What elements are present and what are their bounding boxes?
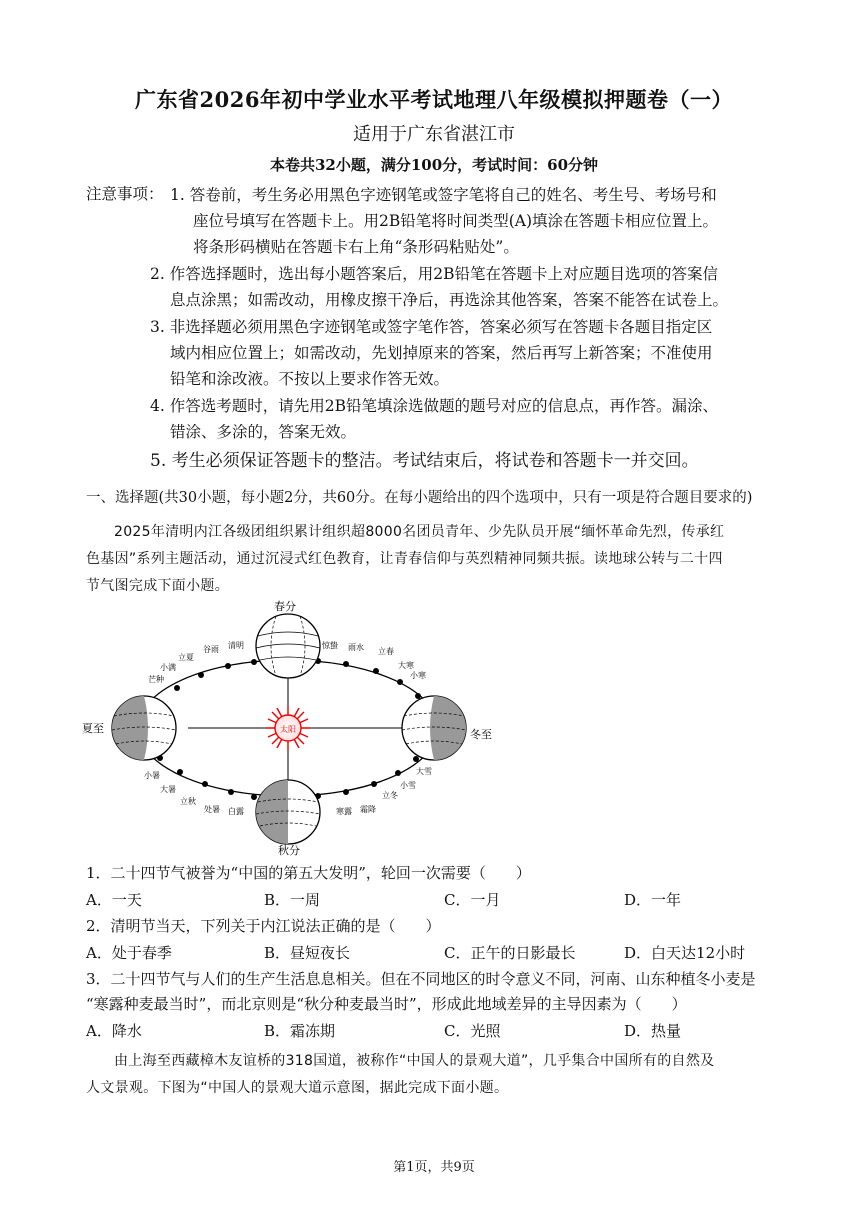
globe-winter-icon bbox=[402, 696, 466, 760]
passage1-line-3: 节气图完成下面小题。 bbox=[86, 578, 229, 594]
question-2-option-d[interactable]: D．白天达12小时 bbox=[624, 944, 746, 962]
label-spring: 春分 bbox=[274, 600, 296, 613]
notice-4-line-1: 4. 作答选考题时，请先用2B铅笔填涂选做题的题号对应的信息点，再作答。漏涂、 bbox=[150, 397, 718, 415]
label-autumn: 秋分 bbox=[278, 844, 300, 856]
question-1-option-d[interactable]: D．一年 bbox=[624, 891, 682, 909]
term-xiaoshu: 小暑 bbox=[144, 771, 160, 780]
exam-title: 广东省2026年初中学业水平考试地理八年级模拟押题卷（一） bbox=[135, 87, 733, 112]
earth-revolution-figure bbox=[78, 598, 518, 856]
globe-summer-icon bbox=[112, 696, 176, 760]
passage1-line-1: 2025年清明内江各级团组织累计组织超8000名团员青年、少先队员开展“缅怀革命先烈，传承红 bbox=[114, 524, 725, 540]
globe-autumn-icon bbox=[256, 780, 320, 844]
term-mangzhong: 芒种 bbox=[148, 675, 164, 684]
passage2-line-2: 人文景观。下图为“中国人的景观大道示意图，据此完成下面小题。 bbox=[86, 1080, 509, 1096]
notice-3-line-2: 域内相应位置上；如需改动，先划掉原来的答案，然后再写上新答案；不准使用 bbox=[170, 344, 713, 362]
question-3-stem: 3．二十四节气与人们的生产生活息息相关。但在不同地区的时令意义不同，河南、山东种植冬小麦是 bbox=[86, 970, 756, 988]
notice-4-line-2: 错涂、多涂的，答案无效。 bbox=[170, 423, 357, 441]
question-2-option-c[interactable]: C．正午的日影最长 bbox=[444, 944, 576, 962]
term-liqiu: 立秋 bbox=[180, 797, 196, 806]
notice-label: 注意事项： bbox=[86, 185, 164, 203]
term-xiaohan: 小寒 bbox=[410, 671, 426, 680]
term-shuangjiang: 霜降 bbox=[360, 805, 376, 814]
notice-2-line-2: 息点涂黑；如需改动，用橡皮擦干净后，再选涂其他答案，答案不能答在试卷上。 bbox=[170, 291, 729, 309]
exam-subtitle: 适用于广东省湛江市 bbox=[353, 124, 515, 145]
exam-info: 本卷共32小题，满分100分，考试时间：60分钟 bbox=[269, 156, 599, 174]
question-3-stem-line-2: “寒露种麦最当时”，而北京则是“秋分种麦最当时”，形成此地域差异的主导因素为（ ） bbox=[86, 995, 687, 1013]
term-lidong: 立冬 bbox=[382, 791, 398, 800]
term-dashu: 大暑 bbox=[160, 785, 176, 794]
question-1-option-c[interactable]: C．一月 bbox=[444, 891, 501, 909]
page-footer: 第1页，共9页 bbox=[393, 1160, 475, 1175]
notice-5-line-1: 5. 考生必须保证答题卡的整洁。考试结束后，将试卷和答题卡一并交回。 bbox=[150, 451, 699, 471]
passage1-line-2: 色基因”系列主题活动，通过沉浸式红色教育，让青春信仰与英烈精神同频共振。读地球公转与二十四 bbox=[86, 551, 723, 567]
term-qingming: 清明 bbox=[228, 641, 244, 650]
term-yushui: 雨水 bbox=[348, 643, 364, 652]
term-chushu: 处暑 bbox=[204, 805, 220, 814]
label-winter: 冬至 bbox=[470, 728, 492, 741]
sun-icon bbox=[266, 706, 310, 750]
question-2-stem: 2．清明节当天，下列关于内江说法正确的是（ ） bbox=[86, 917, 441, 935]
notice-2-line-1: 2. 作答选择题时，选出每小题答案后，用2B铅笔在答题卡上对应题目选项的答案信 bbox=[150, 265, 718, 283]
question-1-option-b[interactable]: B．一周 bbox=[264, 891, 321, 909]
question-3-option-b[interactable]: B．霜冻期 bbox=[264, 1022, 336, 1040]
question-1-stem: 1．二十四节气被誉为“中国的第五大发明”，轮回一次需要（ ） bbox=[86, 864, 531, 882]
term-bailu: 白露 bbox=[228, 807, 244, 816]
section-heading: 一、选择题(共30小题，每小题2分，共60分。在每小题给出的四个选项中，只有一项是符合题目要求的) bbox=[86, 490, 753, 506]
term-daxue: 大雪 bbox=[416, 767, 432, 776]
globe-spring-icon bbox=[256, 614, 320, 678]
notice-1-line-1: 1. 答卷前，考生务必用黑色字迹钢笔或签字笔将自己的姓名、考生号、考场号和 bbox=[170, 186, 717, 204]
term-xiaoxue: 小雪 bbox=[400, 781, 416, 790]
notice-3-line-1: 3. 非选择题必须用黑色字迹钢笔或签字笔作答，答案必须写在答题卡各题目指定区 bbox=[150, 318, 713, 336]
question-3-option-a[interactable]: A．降水 bbox=[86, 1022, 142, 1040]
term-xiaoman: 小满 bbox=[160, 663, 176, 672]
question-3-option-d[interactable]: D．热量 bbox=[624, 1022, 682, 1040]
label-summer: 夏至 bbox=[82, 722, 104, 735]
term-hanlu: 寒露 bbox=[336, 807, 352, 816]
term-lixia: 立夏 bbox=[178, 653, 194, 662]
term-lichun: 立春 bbox=[378, 647, 394, 656]
passage2-line-1: 由上海至西藏樟木友谊桥的318国道，被称作“中国人的景观大道”，几乎集合中国所有的自然及 bbox=[114, 1053, 715, 1069]
question-1-option-a[interactable]: A．一天 bbox=[86, 891, 142, 909]
notice-3-line-3: 铅笔和涂改液。不按以上要求作答无效。 bbox=[170, 370, 450, 388]
question-2-option-a[interactable]: A．处于春季 bbox=[86, 944, 172, 962]
sun-label: 太阳 bbox=[280, 725, 296, 734]
notice-1-line-2: 座位号填写在答题卡上。用2B铅笔将时间类型(A)填涂在答题卡相应位置上。 bbox=[193, 212, 719, 230]
notice-1-line-3: 将条形码横贴在答题卡右上角“条形码粘贴处”。 bbox=[193, 238, 519, 256]
term-guyu: 谷雨 bbox=[203, 645, 219, 654]
question-3-option-c[interactable]: C．光照 bbox=[444, 1022, 501, 1040]
question-2-option-b[interactable]: B．昼短夜长 bbox=[264, 944, 351, 962]
term-dahan: 大寒 bbox=[398, 661, 414, 670]
term-jingzhe: 惊蛰 bbox=[322, 641, 338, 650]
